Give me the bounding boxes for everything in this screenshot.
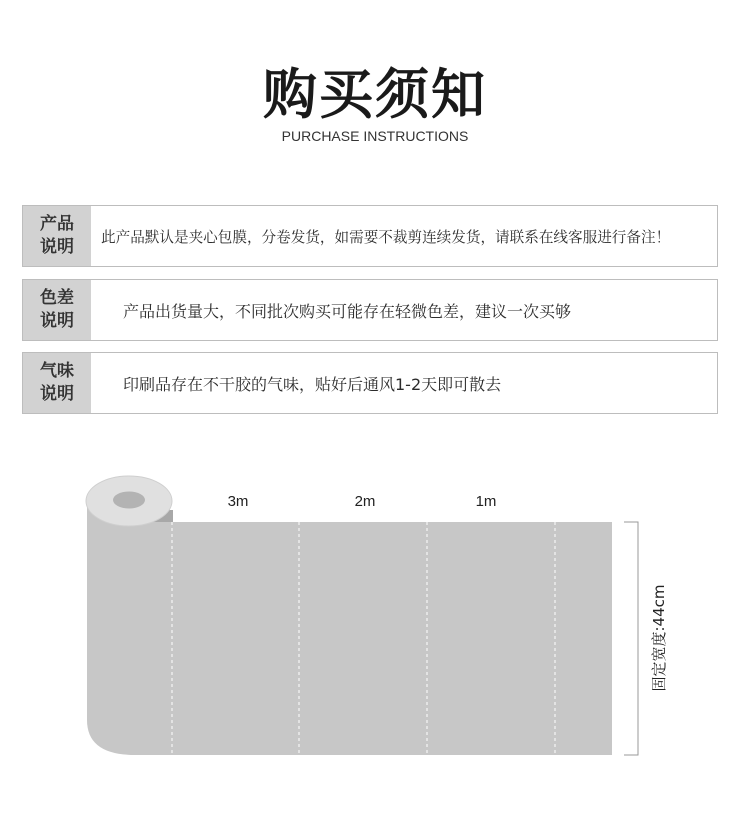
- marker-1m: 1m: [475, 493, 497, 510]
- marker-3m: 3m: [227, 493, 249, 510]
- info-text: 产品出货量大，不同批次购买可能存在轻微色差，建议一次买够: [123, 301, 572, 321]
- sheet-body: [150, 522, 612, 755]
- info-row-odor: [22, 352, 718, 414]
- roll-body: [87, 502, 170, 755]
- marker-2m: 2m: [354, 493, 376, 510]
- info-text: 印刷品存在不干胶的气味，贴好后通风1-2天即可散去: [123, 374, 502, 394]
- info-label-line1: 气味: [40, 361, 74, 381]
- page-subtitle: PURCHASE INSTRUCTIONS: [281, 128, 469, 144]
- width-label: 固定宽度:44cm: [650, 584, 668, 692]
- info-label: [23, 353, 91, 413]
- info-row-product: [22, 205, 718, 267]
- info-text: 此产品默认是夹心包膜，分卷发货，如需要不裁剪连续发货，请联系在线客服进行备注！: [101, 228, 671, 246]
- page-title: 购买须知: [263, 63, 487, 126]
- info-label-line2: 说明: [40, 384, 74, 404]
- info-label: [23, 280, 91, 340]
- info-label-line1: 色差: [40, 288, 74, 308]
- info-label: [23, 206, 91, 266]
- roll-core: [113, 492, 145, 509]
- info-row-color: [22, 279, 718, 341]
- roll-diagram: [0, 470, 750, 770]
- info-label-line2: 说明: [40, 311, 74, 331]
- width-bracket: [624, 522, 638, 755]
- info-label-line2: 说明: [40, 237, 74, 257]
- info-label-line1: 产品: [40, 214, 74, 234]
